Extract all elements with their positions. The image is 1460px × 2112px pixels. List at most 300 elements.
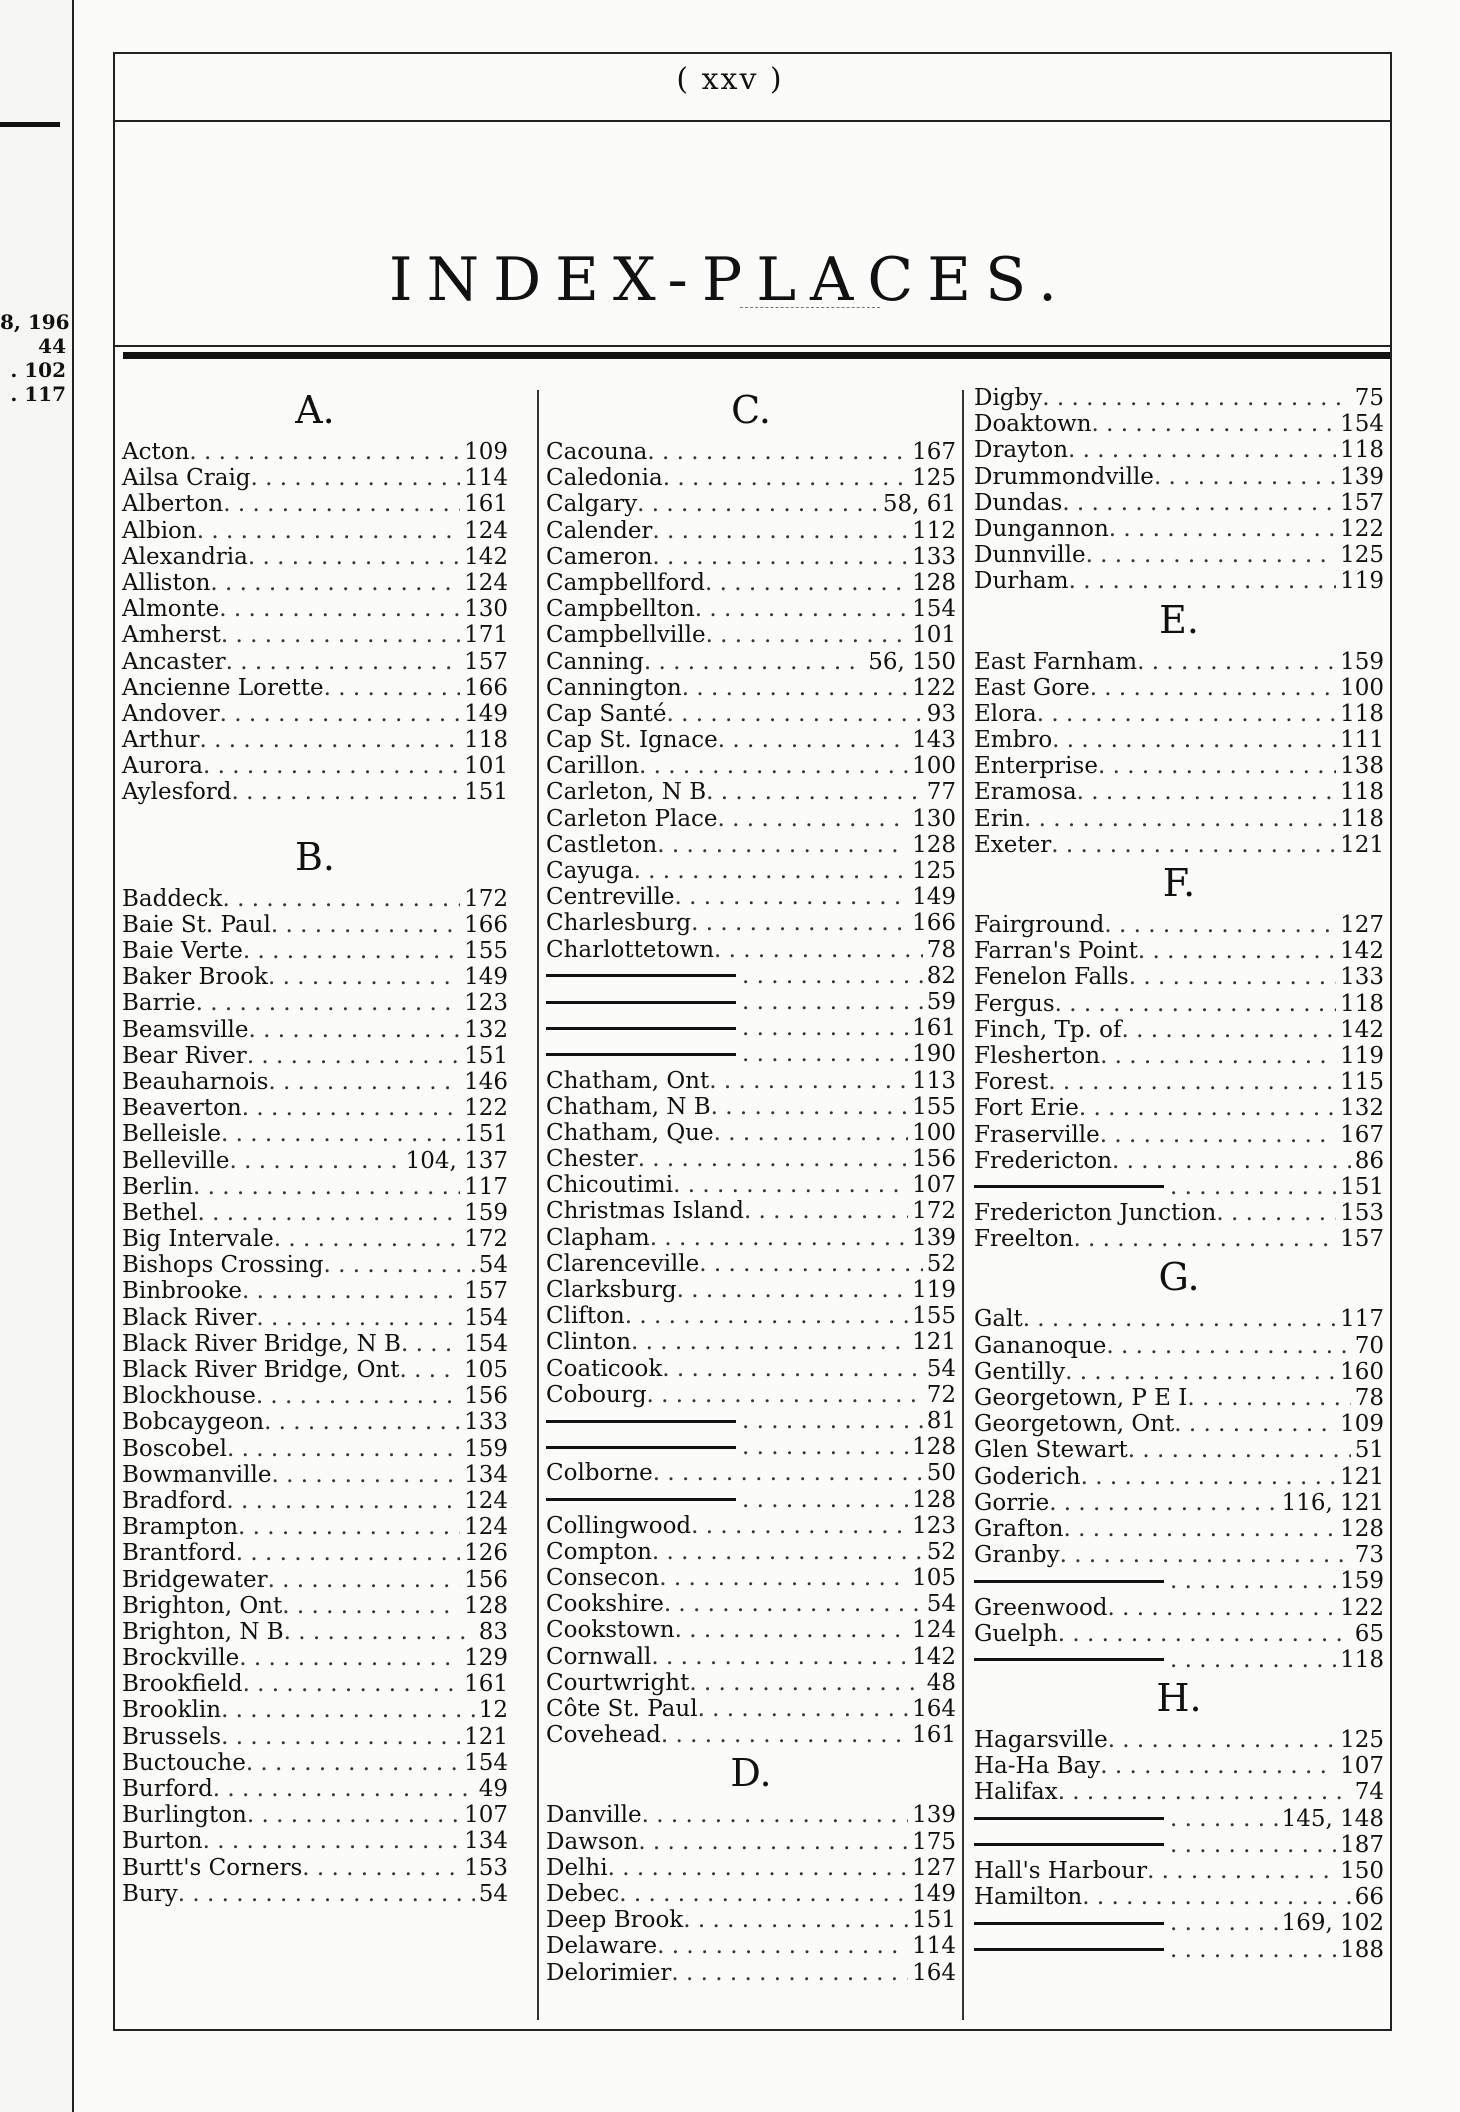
- place-name: Carillon: [546, 753, 640, 780]
- index-entry: [122, 465, 508, 491]
- leader-dots: [652, 1539, 923, 1565]
- index-entry: [122, 1095, 508, 1121]
- page-reference: 100: [912, 753, 956, 780]
- leader-dots: [1100, 1122, 1336, 1148]
- place-name: East Farnham: [974, 648, 1138, 675]
- leader-dots: [1077, 779, 1336, 805]
- place-name: Clarenceville: [546, 1250, 700, 1277]
- header-rule: [113, 120, 1390, 122]
- place-name: Dunnville: [974, 542, 1086, 569]
- leader-dots: [221, 622, 460, 648]
- index-entry: [122, 649, 508, 675]
- index-entry: [974, 727, 1384, 753]
- place-name: Fredericton Junction: [974, 1200, 1217, 1227]
- index-entry: [122, 439, 508, 465]
- place-name: Cookstown: [546, 1617, 675, 1644]
- page-reference: 82: [926, 962, 956, 989]
- leader-dots: [631, 1329, 908, 1355]
- leader-dots: [226, 649, 460, 675]
- index-entry: [122, 1750, 508, 1776]
- index-entry: [546, 1434, 956, 1460]
- place-name: Clifton: [546, 1303, 625, 1330]
- index-entry: [546, 989, 956, 1015]
- leader-dots: [1058, 1779, 1351, 1805]
- page-reference: 126: [464, 1540, 508, 1567]
- index-entry: [546, 1460, 956, 1486]
- place-name: Consecon: [546, 1565, 660, 1592]
- leader-dots: [324, 675, 460, 701]
- place-name: Baie Verte: [122, 938, 243, 964]
- place-name: Cobourg: [546, 1381, 647, 1408]
- leader-dots: [401, 1331, 460, 1357]
- index-column-3: [974, 385, 1384, 1963]
- place-name: Delhi: [546, 1854, 608, 1881]
- page-reference: 48: [926, 1669, 956, 1696]
- page-reference: 119: [1340, 1042, 1384, 1069]
- place-name: Elora: [974, 700, 1037, 727]
- index-entry: [546, 1802, 956, 1828]
- ditto-rule: [974, 1580, 1164, 1583]
- place-name: Amherst: [122, 622, 221, 649]
- leader-dots: [675, 1617, 908, 1643]
- leader-dots: [677, 1277, 908, 1303]
- place-name: Castleton: [546, 831, 658, 858]
- index-entry: [974, 1411, 1384, 1437]
- leader-dots: [663, 465, 908, 491]
- page-reference: 125: [1340, 542, 1384, 569]
- leader-dots: [742, 1015, 908, 1041]
- place-name: Campbellton: [546, 596, 695, 623]
- leader-dots: [238, 1514, 460, 1540]
- place-name: Coaticook: [546, 1355, 663, 1382]
- place-name: Hamilton: [974, 1884, 1083, 1911]
- place-name: Belleisle: [122, 1121, 221, 1148]
- index-entry: [122, 596, 508, 622]
- page-reference: 125: [1340, 1727, 1384, 1754]
- page-reference: 161: [912, 1015, 956, 1042]
- leader-dots: [706, 779, 923, 805]
- index-entry: [974, 1910, 1384, 1936]
- place-name: Christmas Island: [546, 1198, 744, 1225]
- place-name: Carleton, N B: [546, 779, 707, 806]
- place-name: Alexandria: [122, 543, 248, 570]
- previous-page-edge: [0, 0, 74, 2112]
- page-reference: 142: [912, 1643, 956, 1670]
- index-entry: [546, 1146, 956, 1172]
- index-entry: [122, 544, 508, 570]
- ditto-rule: [974, 1817, 1164, 1820]
- index-entry: [546, 1617, 956, 1643]
- place-name: Greenwood: [974, 1594, 1108, 1621]
- index-entry: [974, 1385, 1384, 1411]
- index-entry: [546, 439, 956, 465]
- page-reference: 128: [912, 1434, 956, 1461]
- place-name: Beamsville: [122, 1016, 249, 1043]
- page-reference: 187: [1340, 1831, 1384, 1858]
- place-name: Fraserville: [974, 1121, 1100, 1148]
- leader-dots: [268, 1567, 461, 1593]
- leader-dots: [744, 1198, 908, 1224]
- place-name: Fort Erie: [974, 1095, 1079, 1122]
- index-entry: [122, 1383, 508, 1409]
- page-reference: 121: [912, 1329, 956, 1356]
- section-heading: F.: [1162, 861, 1196, 905]
- place-name: Digby: [974, 385, 1043, 411]
- page-reference: 151: [1340, 1173, 1384, 1200]
- page-reference: 107: [1340, 1753, 1384, 1780]
- page-reference: 151: [464, 1121, 508, 1148]
- place-name: Drummondville: [974, 463, 1154, 490]
- previous-page-rule: [0, 122, 60, 127]
- leader-dots: [203, 1828, 460, 1854]
- index-entry: [122, 675, 508, 701]
- index-entry: [122, 1881, 508, 1907]
- page-reference: 161: [912, 1722, 956, 1749]
- index-entry: [974, 1516, 1384, 1542]
- leader-dots: [1048, 1069, 1336, 1095]
- index-entry: [974, 675, 1384, 701]
- place-name: Fenelon Falls: [974, 964, 1129, 991]
- index-entry: [546, 727, 956, 753]
- place-name: Goderich: [974, 1463, 1081, 1490]
- place-name: Canning: [546, 648, 644, 675]
- index-entry: [546, 1696, 956, 1722]
- index-entry: [122, 1776, 508, 1802]
- section-heading: A.: [295, 388, 335, 432]
- page-reference: 114: [912, 1933, 956, 1960]
- leader-dots: [1108, 1595, 1337, 1621]
- page-reference: 124: [464, 1514, 508, 1541]
- index-entry: [546, 1829, 956, 1855]
- place-name: Ancienne Lorette: [122, 674, 324, 701]
- leader-dots: [1170, 1568, 1336, 1594]
- leader-dots: [1023, 1306, 1336, 1332]
- ditto-rule: [546, 1053, 736, 1056]
- ditto-rule: [546, 1001, 736, 1004]
- page-reference: 109: [464, 439, 508, 465]
- leader-dots: [1187, 1385, 1350, 1411]
- index-entry: [546, 1068, 956, 1094]
- page-reference: 81: [926, 1407, 956, 1434]
- page-reference: 83: [478, 1618, 508, 1645]
- leader-dots: [223, 491, 460, 517]
- place-name: Alberton: [122, 491, 224, 518]
- index-entry: [122, 1436, 508, 1462]
- page-reference: 154: [464, 1304, 508, 1331]
- place-name: Finch, Tp. of: [974, 1016, 1122, 1043]
- place-name: Ha-Ha Bay: [974, 1753, 1101, 1780]
- leader-dots: [1060, 1542, 1351, 1568]
- leader-dots: [219, 596, 460, 622]
- page-reference: 132: [464, 1016, 508, 1043]
- index-entry: [122, 1069, 508, 1095]
- leader-dots: [682, 675, 908, 701]
- index-entry: [546, 963, 956, 989]
- place-name: Hall's Harbour: [974, 1858, 1148, 1884]
- index-entry: [974, 938, 1384, 964]
- page-reference: 154: [912, 596, 956, 623]
- page-reference: 155: [912, 1303, 956, 1330]
- place-name: Brockville: [122, 1645, 240, 1672]
- previous-page-number: 8, 196: [0, 310, 70, 334]
- place-name: Charlesburg: [546, 910, 692, 937]
- leader-dots: [675, 884, 909, 910]
- page-reference: 50: [926, 1460, 956, 1487]
- place-name: Aurora: [122, 753, 203, 780]
- leader-dots: [637, 491, 879, 517]
- page-reference: 130: [464, 596, 508, 623]
- page-reference: 166: [464, 911, 508, 938]
- place-name: Cap St. Ignace: [546, 727, 718, 754]
- page-reference: 56, 150: [868, 648, 956, 675]
- place-name: Delorimier: [546, 1959, 672, 1986]
- place-name: Dawson: [546, 1828, 639, 1855]
- leader-dots: [619, 1881, 908, 1907]
- leader-dots: [652, 544, 908, 570]
- index-entry: [122, 1724, 508, 1750]
- leader-dots: [226, 1488, 460, 1514]
- leader-dots: [691, 910, 908, 936]
- section-heading: H.: [1156, 1676, 1202, 1721]
- index-entry: [974, 1779, 1384, 1805]
- place-name: Forest: [974, 1069, 1049, 1096]
- leader-dots: [714, 1120, 908, 1146]
- index-entry: [974, 1095, 1384, 1121]
- ditto-rule: [546, 1498, 736, 1501]
- index-entry: [546, 884, 956, 910]
- leader-dots: [742, 1408, 923, 1434]
- place-name: Baker Brook: [122, 964, 268, 991]
- ditto-rule: [546, 1446, 736, 1449]
- page-reference: 159: [1340, 1568, 1384, 1595]
- place-name: Bethel: [122, 1199, 198, 1226]
- leader-dots: [230, 1148, 402, 1174]
- page-reference: 175: [912, 1828, 956, 1855]
- leader-dots: [227, 1436, 460, 1462]
- leader-dots: [1055, 991, 1336, 1017]
- place-name: Clarksburg: [546, 1277, 677, 1303]
- index-entry: [974, 1437, 1384, 1463]
- page-reference: 172: [464, 1226, 508, 1253]
- page-reference: 167: [1340, 1121, 1384, 1148]
- index-entry: [122, 1514, 508, 1540]
- page-reference: 49: [478, 1776, 508, 1802]
- place-name: Campbellford: [546, 569, 705, 596]
- leader-dots: [242, 1278, 460, 1304]
- index-entry: [122, 1200, 508, 1226]
- index-entry: [974, 516, 1384, 542]
- index-entry: [974, 1727, 1384, 1753]
- page-reference: 122: [464, 1095, 508, 1122]
- leader-dots: [1147, 1858, 1336, 1884]
- leader-dots: [638, 1146, 908, 1172]
- page-reference: 54: [478, 1252, 508, 1279]
- index-entry: [546, 1041, 956, 1067]
- page-reference: 93: [926, 700, 956, 727]
- index-entry: [122, 1331, 508, 1357]
- place-name: Blockhouse: [122, 1383, 256, 1410]
- index-entry: [122, 1540, 508, 1566]
- place-name: Buctouche: [122, 1749, 246, 1776]
- place-name: Bobcaygeon: [122, 1409, 265, 1436]
- leader-dots: [1068, 437, 1336, 463]
- index-entry: [122, 1043, 508, 1069]
- index-entry: [546, 1855, 956, 1881]
- place-name: Acton: [122, 439, 190, 465]
- page-reference: 113: [912, 1067, 956, 1094]
- page-reference: 125: [912, 465, 956, 492]
- index-entry: [122, 1855, 508, 1881]
- page-reference: 105: [464, 1357, 508, 1383]
- leader-dots: [1082, 1884, 1351, 1910]
- page-reference: 171: [464, 622, 508, 649]
- place-name: Compton: [546, 1538, 652, 1565]
- place-name: Beauharnois: [122, 1068, 269, 1095]
- index-entry: [122, 1697, 508, 1723]
- leader-dots: [673, 1172, 908, 1198]
- leader-dots: [1081, 1464, 1336, 1490]
- page-reference: 156: [464, 1383, 508, 1410]
- page-reference: 172: [464, 885, 508, 912]
- page-reference: 142: [1340, 1016, 1384, 1043]
- place-name: Baddeck: [122, 885, 223, 912]
- index-entry: [974, 1542, 1384, 1568]
- leader-dots: [1170, 1174, 1336, 1200]
- leader-dots: [1122, 1017, 1337, 1043]
- leader-dots: [246, 1750, 460, 1776]
- place-name: Flesherton: [974, 1042, 1101, 1069]
- leader-dots: [691, 1513, 908, 1539]
- index-entry: [546, 622, 956, 648]
- page-reference: 154: [464, 1330, 508, 1357]
- place-name: Caledonia: [546, 465, 663, 492]
- leader-dots: [671, 1960, 908, 1986]
- page-reference: 115: [1340, 1069, 1384, 1096]
- place-name: Aylesford: [122, 779, 232, 806]
- place-name: Brussels: [122, 1723, 222, 1750]
- place-name: Granby: [974, 1542, 1060, 1569]
- index-entry: [122, 622, 508, 648]
- page-reference: 161: [464, 1671, 508, 1698]
- index-entry: [546, 1225, 956, 1251]
- place-name: Doaktown: [974, 411, 1092, 438]
- leader-dots: [664, 1591, 923, 1617]
- leader-dots: [1170, 1937, 1336, 1963]
- previous-page-number: 44: [38, 334, 66, 358]
- page-reference: 149: [464, 700, 508, 727]
- place-name: Cornwall: [546, 1643, 652, 1670]
- page-reference: 159: [1340, 648, 1384, 675]
- place-name: Clapham: [546, 1224, 650, 1251]
- leader-dots: [1216, 1200, 1336, 1226]
- page-reference: 54: [926, 1591, 956, 1618]
- leader-dots: [221, 1121, 460, 1147]
- place-name: Bradford: [122, 1487, 227, 1514]
- page-reference: 156: [464, 1566, 508, 1593]
- page-reference: 59: [926, 988, 956, 1015]
- place-name: Bury: [122, 1880, 178, 1907]
- page-reference: 66: [1354, 1884, 1384, 1911]
- place-name: Deep Brook: [546, 1907, 684, 1934]
- page-reference: 123: [912, 1512, 956, 1539]
- page-reference: 72: [926, 1381, 956, 1408]
- leader-dots: [400, 1357, 461, 1383]
- page-reference: 124: [464, 517, 508, 544]
- leader-dots: [1170, 1806, 1278, 1832]
- index-entry: [974, 1306, 1384, 1332]
- place-name: Erin: [974, 805, 1024, 832]
- page-reference: 149: [464, 964, 508, 991]
- leader-dots: [1037, 701, 1336, 727]
- leader-dots: [232, 779, 461, 805]
- page-reference: 150: [1340, 1858, 1384, 1884]
- index-entry: [546, 596, 956, 622]
- index-entry: [974, 542, 1384, 568]
- page-reference: 128: [912, 831, 956, 858]
- leader-dots: [1138, 938, 1336, 964]
- page-reference: 118: [1340, 1646, 1384, 1673]
- place-name: Embro: [974, 727, 1053, 754]
- place-name: Covehead: [546, 1722, 661, 1749]
- place-name: Baie St. Paul: [122, 911, 271, 938]
- leader-dots: [1024, 806, 1336, 832]
- page-reference: 123: [464, 990, 508, 1017]
- leader-dots: [742, 1487, 908, 1513]
- page-reference: 74: [1354, 1779, 1384, 1806]
- page-reference: 155: [912, 1093, 956, 1120]
- page-reference: 159: [464, 1199, 508, 1226]
- page-reference: 166: [464, 674, 508, 701]
- place-name: Boscobel: [122, 1435, 227, 1462]
- column-divider: [962, 390, 964, 2020]
- leader-dots: [650, 1225, 908, 1251]
- place-name: Burford: [122, 1776, 213, 1802]
- index-entry: [546, 1722, 956, 1748]
- place-name: Belleville: [122, 1147, 230, 1174]
- leader-dots: [193, 1174, 460, 1200]
- place-name: Burlington: [122, 1802, 247, 1829]
- place-name: Brampton: [122, 1514, 239, 1541]
- place-name: Guelph: [974, 1620, 1058, 1647]
- page-reference: 122: [1340, 515, 1384, 542]
- leader-dots: [657, 832, 908, 858]
- place-name: Brantford: [122, 1540, 236, 1567]
- leader-dots: [236, 1540, 460, 1566]
- page-reference: 111: [1340, 727, 1384, 754]
- place-name: Enterprise: [974, 753, 1098, 780]
- place-name: Exeter: [974, 831, 1052, 858]
- page-reference: 153: [464, 1854, 508, 1881]
- index-entry: [974, 1884, 1384, 1910]
- leader-dots: [243, 1671, 461, 1697]
- index-entry: [974, 1148, 1384, 1174]
- page-reference: 119: [1340, 568, 1384, 595]
- leader-dots: [705, 570, 908, 596]
- leader-dots: [189, 439, 460, 465]
- index-entry: [974, 701, 1384, 727]
- leader-dots: [651, 1644, 908, 1670]
- index-entry: [974, 1043, 1384, 1069]
- index-entry: [546, 753, 956, 779]
- leader-dots: [284, 1619, 475, 1645]
- page-reference: 109: [1340, 1411, 1384, 1438]
- page-reference: 122: [1340, 1594, 1384, 1621]
- leader-dots: [1098, 753, 1336, 779]
- leader-dots: [698, 1696, 909, 1722]
- leader-dots: [1073, 1226, 1336, 1252]
- index-entry: [546, 1277, 956, 1303]
- title-rule-thick: [123, 352, 1390, 359]
